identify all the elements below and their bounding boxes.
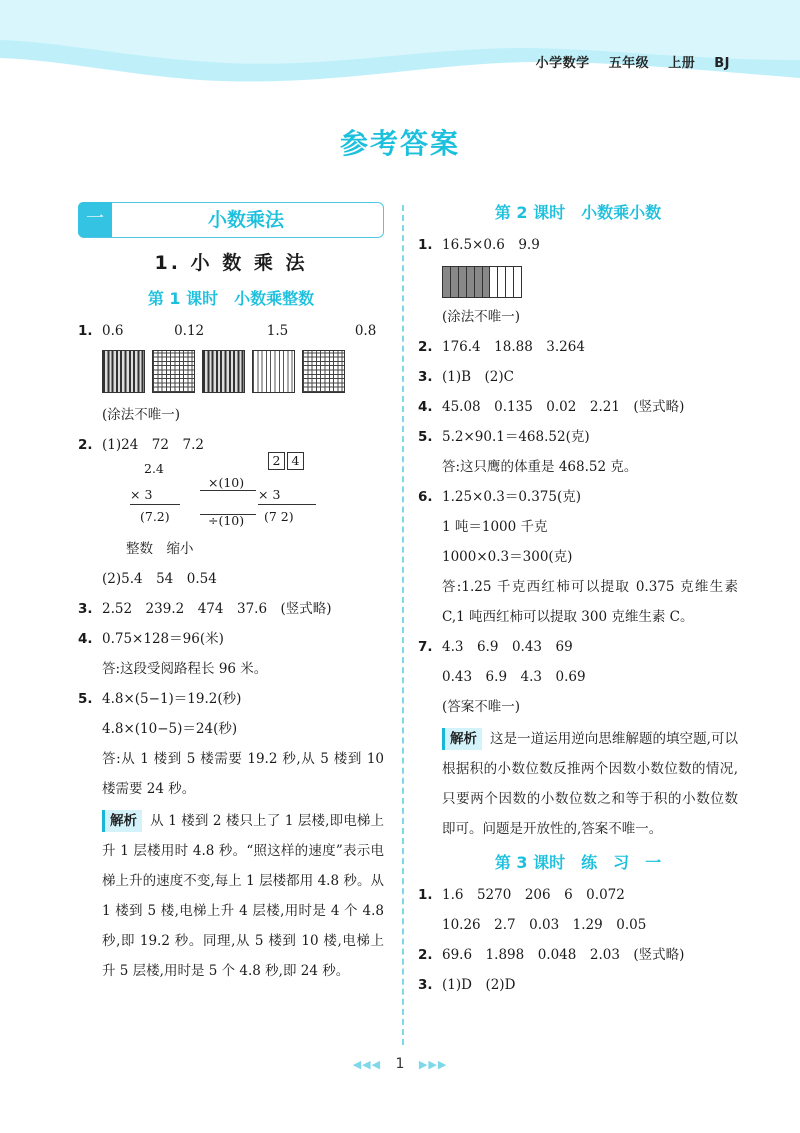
answer-line: 5.2×90.1＝468.52(克) [442, 429, 590, 445]
question-1 [418, 230, 738, 332]
answer-box: 2 [268, 452, 285, 470]
question-number: 3. [78, 601, 93, 617]
answer-line: 4.8×(5−1)＝19.2(秒) [102, 691, 242, 707]
question-number: 1. [78, 323, 93, 339]
question-number: 4. [78, 631, 93, 647]
answer-line: 答:从 1 楼到 5 楼需要 19.2 秒,从 5 楼到 10 楼需要 24 秒。 [102, 751, 384, 797]
answer-line: (2)5.4 54 0.54 [102, 571, 217, 587]
analysis-block [418, 724, 738, 844]
question-3 [78, 594, 384, 624]
analysis-text: 这是一道运用逆向思维解题的填空题,可以根据积的小数位数反推两个因数小数位数的情况,只要两个因数的小数位数之和等于积的小数位数即可。问题是开放性的,答案不唯一。 [442, 731, 738, 837]
answer-value: 0.12 [174, 323, 205, 339]
page-footer [0, 1056, 800, 1072]
vertical-calculation [130, 453, 384, 534]
question-number: 3. [418, 369, 433, 385]
answer-line: 答:这段受阅路程长 96 米。 [102, 661, 268, 677]
note: (答案不唯一) [442, 699, 521, 715]
shaded-strip [442, 266, 522, 298]
grid-figure [302, 350, 345, 393]
question-number: 3. [418, 977, 433, 993]
answer-line: 4.3 6.9 0.43 69 [442, 639, 573, 655]
question-number: 1. [418, 237, 433, 253]
question-number: 4. [418, 399, 433, 415]
answer-line: 4.8×(10−5)＝24(秒) [102, 721, 238, 737]
analysis-tag: 解析 [102, 810, 142, 832]
answer-line: 16.5×0.6 9.9 [442, 237, 540, 253]
answer-line: 1.6 5270 206 6 0.072 [442, 887, 625, 903]
calc-multiplier: × 3 [130, 487, 153, 502]
question-number: 2. [418, 947, 433, 963]
answer-value: 0.8 [354, 323, 377, 339]
question-3 [418, 362, 738, 392]
question-number: 1. [418, 887, 433, 903]
calc-operation: ×(10) [208, 475, 245, 490]
unit-number: 一 [78, 202, 112, 237]
answer-line: 1 吨＝1000 千克 [442, 519, 548, 535]
question-1 [418, 880, 738, 940]
shaded-grids [102, 350, 384, 396]
question-4 [78, 624, 384, 684]
answer-words: 整数 缩小 [126, 541, 194, 557]
question-number: 5. [418, 429, 433, 445]
question-number: 2. [418, 339, 433, 355]
header-wave [0, 0, 800, 90]
calc-rule [130, 504, 180, 505]
page-title: 参考答案 [339, 127, 460, 160]
calc-multiplier: × 3 [258, 487, 281, 502]
grid-figure [152, 350, 195, 393]
calc-operation: ÷(10) [208, 513, 245, 528]
question-number: 5. [78, 691, 93, 707]
answer-line: (1)B (2)C [442, 369, 514, 385]
answer-line: 176.4 18.88 3.264 [442, 339, 585, 355]
right-column [418, 198, 738, 1000]
calc-number: 2.4 [144, 461, 164, 476]
question-2 [418, 332, 738, 362]
grade-label: 五年级 [608, 56, 650, 71]
right-arrows-icon: ▶▶▶ [418, 1058, 448, 1071]
answer-line: (1)D (2)D [442, 977, 516, 993]
unit-title: 小数乘法 [207, 209, 284, 231]
calc-rule [258, 504, 316, 505]
answer-line: 2.52 239.2 474 37.6 (竖式略) [102, 601, 332, 617]
answer-line: 69.6 1.898 0.048 2.03 (竖式略) [442, 947, 685, 963]
question-1 [78, 316, 384, 430]
question-2 [418, 940, 738, 970]
answer-line: 45.08 0.135 0.02 2.21 (竖式略) [442, 399, 685, 415]
answer-value: 0.6 [102, 323, 124, 339]
question-7 [418, 632, 738, 722]
question-number: 6. [418, 489, 433, 505]
question-5 [418, 422, 738, 482]
grid-figure [102, 350, 145, 393]
answer-line: 10.26 2.7 0.03 1.29 0.05 [442, 917, 647, 933]
question-6 [418, 482, 738, 632]
question-2 [78, 430, 384, 594]
note: (涂法不唯一) [102, 407, 181, 423]
grid-figure [252, 350, 295, 393]
question-5 [78, 684, 384, 804]
lesson-1-title: 第 1 课时 小数乘整数 [147, 289, 315, 308]
section-title: 1. 小 数 乘 法 [154, 252, 308, 274]
left-arrows-icon: ◀◀◀ [352, 1058, 382, 1071]
answer-line: 答:1.25 千克西红柿可以提取 0.375 克维生素 C,1 吨西红柿可以提取 300 克维生素 C。 [442, 579, 738, 625]
calc-result: (7 2) [264, 509, 294, 524]
answer-line: 0.75×128＝96(米) [102, 631, 224, 647]
unit-banner [78, 202, 384, 238]
calc-result: (7.2) [140, 509, 170, 524]
question-4 [418, 392, 738, 422]
answer-line: 1.25×0.3＝0.375(克) [442, 489, 582, 505]
left-column [78, 198, 384, 986]
page-number: 1 [395, 1056, 405, 1072]
analysis-text: 从 1 楼到 2 楼只上了 1 层楼,即电梯上升 1 层楼用时 4.8 秒。“照这样的速度”表示电梯上升的速度不变,每上 1 层楼都用 4.8 秒。从 1 楼到 5 楼,电梯上升 4 层楼,用时是 4 个 4.8 秒,即 19.2 秒。同理,从 5 楼到 10 楼,电梯上升 5 层楼,用时是 5 个 4.8 秒,即 24 秒。 [102, 813, 384, 979]
answer-line: 答:这只鹰的体重是 468.52 克。 [442, 459, 638, 475]
subject-label: 小学数学 [535, 56, 590, 71]
answer-box: 4 [287, 452, 304, 470]
question-3 [418, 970, 738, 1000]
answer-line: (1)24 72 7.2 [102, 437, 204, 453]
edition-label: BJ [714, 56, 730, 71]
analysis-tag: 解析 [442, 728, 482, 750]
volume-label: 上册 [668, 56, 696, 71]
grid-figure [202, 350, 245, 393]
question-number: 7. [418, 639, 433, 655]
answer-line: 1000×0.3＝300(克) [442, 549, 573, 565]
lesson-2-title: 第 2 课时 小数乘小数 [494, 203, 662, 222]
answer-boxes [268, 452, 306, 470]
analysis-block [78, 806, 384, 986]
note: (涂法不唯一) [442, 309, 521, 325]
column-divider [402, 205, 404, 1045]
book-info [522, 52, 730, 71]
answer-line: 0.43 6.9 4.3 0.69 [442, 669, 586, 685]
answer-value: 1.5 [266, 323, 289, 339]
lesson-3-title: 第 3 课时 练 习 一 [494, 853, 662, 872]
arrow-line [200, 490, 256, 491]
question-number: 2. [78, 437, 93, 453]
